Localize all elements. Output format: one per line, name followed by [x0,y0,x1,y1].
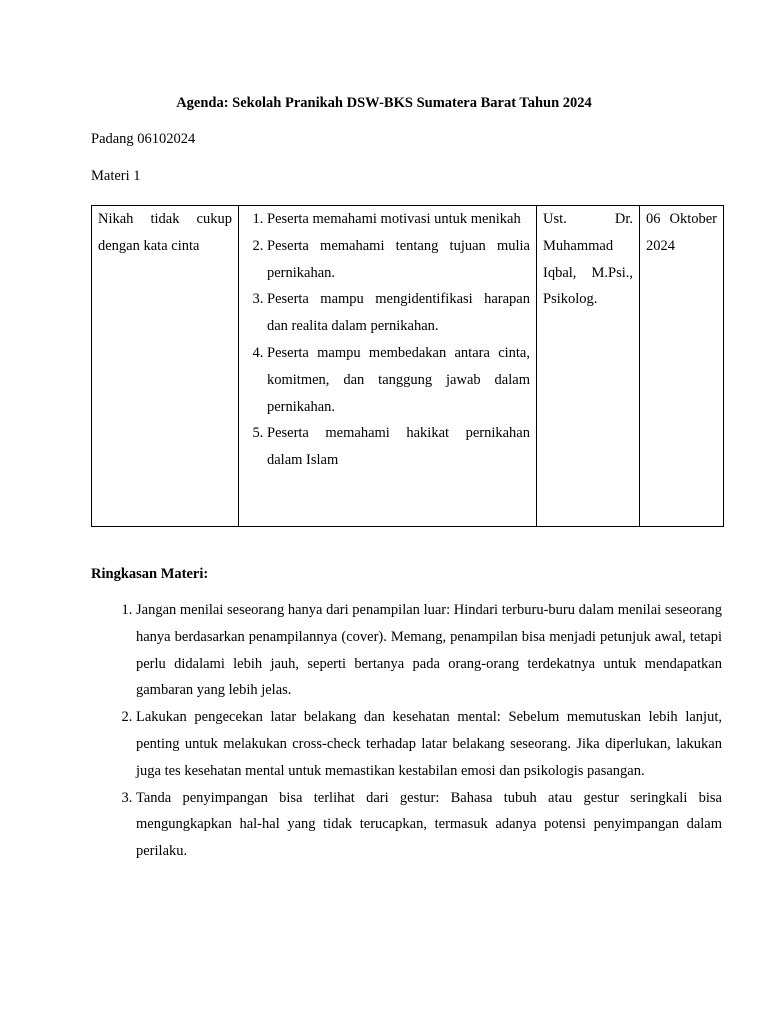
speaker-text: Ust. Dr. Muhammad Iqbal, M.Psi., Psikolog. [543,211,633,308]
topic-cell [92,206,239,527]
place-date: Padang 06102024 [91,131,196,147]
date-cell [640,206,724,527]
objective-item: 2. Peserta memahami tentang tujuan mulia pernikahan. [267,233,530,287]
summary-item: 3. Tanda penyimpangan bisa terlihat dari gestur: Bahasa tubuh atau gestur seringkali bisa mengungkapkan hal-hal yang tidak terucapkan, termasuk adanya potensi penyimpangan dalam perilaku. [136,785,722,865]
summary-list [91,597,722,865]
summary-heading: Ringkasan Materi: [91,566,209,582]
objectives-cell [239,206,537,527]
table-row [92,206,724,527]
objectives-list [245,206,530,474]
agenda-table [91,205,724,527]
summary-item: 2. Lakukan pengecekan latar belakang dan kesehatan mental: Sebelum memutuskan lebih lanjut, penting untuk melakukan cross-check terhadap latar belakang seseorang. Jika diperlukan, lakukan juga tes kesehatan mental untuk memastikan kestabilan emosi dan psikologis pasangan. [136,704,722,784]
speaker-cell [537,206,640,527]
date-text: 06 Oktober 2024 [646,211,717,254]
materi-label: Materi 1 [91,168,141,184]
objective-item: 4. Peserta mampu membedakan antara cinta, komitmen, dan tanggung jawab dalam pernikahan. [267,340,530,420]
summary-item: 1. Jangan menilai seseorang hanya dari penampilan luar: Hindari terburu-buru dalam menilai seseorang hanya berdasarkan penampilannya (cover). Memang, penampilan bisa menjadi petunjuk awal, tetapi perlu didalami lebih jauh, seperti bertanya pada orang-orang terdekatnya untuk mendapatkan gambaran yang lebih jelas. [136,597,722,704]
objective-item: 3. Peserta mampu mengidentifikasi harapan dan realita dalam pernikahan. [267,286,530,340]
document-title: Agenda: Sekolah Pranikah DSW-BKS Sumatera Barat Tahun 2024 [176,95,592,111]
objective-item: 5. Peserta memahami hakikat pernikahan dalam Islam [267,420,530,474]
topic-text: Nikah tidak cukup dengan kata cinta [98,211,232,254]
objective-item: 1. Peserta memahami motivasi untuk menikah [267,206,530,233]
